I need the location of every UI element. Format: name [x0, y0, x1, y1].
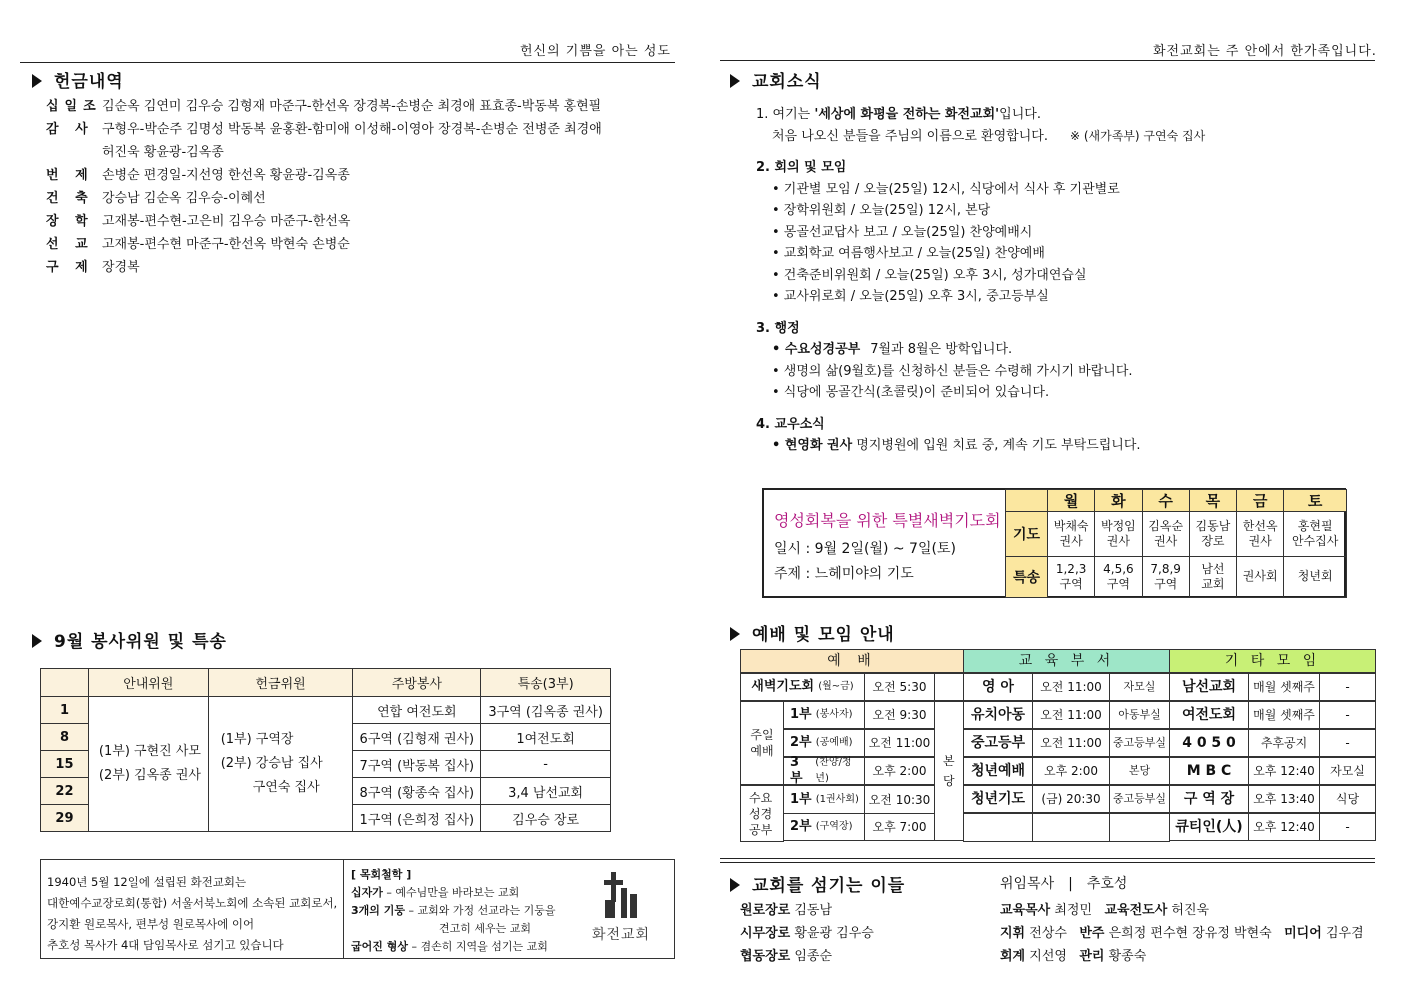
schedule-cell [1109, 813, 1170, 842]
offering-row: 허진욱 황윤광-김옥종 [102, 145, 224, 160]
schedule-cell: 오전 11:00 [1032, 729, 1110, 757]
staff-row: 교육목사 최정민 교육전도사 허진욱 [1000, 903, 1210, 918]
schedule-cell [1032, 813, 1110, 842]
schedule-cell: 오전 10:30 [864, 785, 935, 814]
schedule-cell: 오후 2:00 [1032, 757, 1110, 785]
staff-list [1000, 899, 1364, 968]
schedule-cell: - [1319, 673, 1376, 701]
day-header: 목 [1189, 490, 1236, 512]
volunteers-table [40, 668, 611, 832]
kitchen-cell: 연합 여전도회 [353, 697, 481, 724]
offering-row: 번 제 손병순 편경일-지선영 한선옥 황윤광-김옥종 [46, 168, 350, 183]
triangle-bullet-icon [730, 627, 740, 641]
news-item: • 장학위원회 / 오늘(25일) 12시, 본당 [772, 203, 991, 218]
col-header-kitchen: 주방봉사 [353, 669, 481, 697]
divider [720, 858, 1375, 859]
schedule-cell: 자모실 [1319, 757, 1376, 785]
schedule-cell: - [1319, 729, 1376, 757]
schedule-cell: 오전 9:30 [864, 701, 935, 729]
schedule-cell: 3부 (찬양/청년) [783, 757, 865, 785]
offering-row: 십일조 김순옥 김연미 김우승 김형재 마준구-한선옥 장경복-손병순 최경애 표효종-박동복 홍현필 [46, 99, 602, 114]
elders-list: 원로장로 김동남 시무장로 황윤광 김우승 협동장로 임종순 [740, 903, 874, 964]
wednesday-label: 수요 성경 공부 [740, 785, 784, 842]
schedule-cell: 오후 12:40 [1248, 757, 1320, 785]
special-prayer-box [762, 488, 1346, 598]
schedule-cell: 2부 (구역장) [783, 813, 865, 841]
schedule-cell: 추후공지 [1248, 729, 1320, 757]
triangle-bullet-icon [32, 634, 42, 648]
header-worship: 예 배 [740, 649, 964, 673]
special-cell: 남선 교회 [1189, 556, 1236, 597]
pastoral-philosophy: [ 목회철학 ] 십자가 – 예수님만을 바라보는 교회 3개의 기둥 – 교회와 가정 선교라는 기둥을 견고히 세우는 교회 굽어진 형상 – 겸손히 지역을 섬기는 교회 [351, 868, 556, 953]
news-list: 1. 여기는 '세상에 화평을 전하는 화전교회'입니다. 처음 나오신 분들을 주님의 이름으로 환영합니다. ※ (새가족부) 구연숙 집사 2. 회의 및 모임 • 기관별 모임 / 오늘(25일) 12시, 식당에서 식사 후 기관별로 • 장학위원회 / 오늘(25일) 12시, 본당 • 몽골선교답사 보고 / 오늘(25일) 찬양예배시 • 교회학교 여름행사보고 / 오늘(25일) 찬양예배 • 건축준비위원회 / 오늘(25일) 오후 3시, 성가대연습실 • 교사위로회 / 오늘(25일) 오후 3시, 중고등부실 3. 행정 • 수요성경공부 7월과 8월은 방학입니다. • 생명의 삶(9월호)를 신청하신 분들은 수령해 가시기 바랍니다. • 식당에 몽골간식(초콜릿)이 준비되어 있습니다. 4. 교우소식 • 현영화 권사 명지병원에 입원 치료 중, 계속 기도 부탁드립니다. [756, 104, 1376, 457]
etc-name: 구 역 장 [1169, 785, 1249, 813]
left-page-header: 헌신의 기쁨을 아는 성도 [520, 44, 671, 59]
news-item: • 교사위로회 / 오늘(25일) 오후 3시, 중고등부실 [772, 289, 1049, 304]
col-header-guide: 안내위원 [88, 669, 208, 697]
day-header: 수 [1142, 490, 1189, 512]
schedule-cell: 중고등부실 [1109, 785, 1170, 813]
edu-name: 청년기도 [963, 785, 1033, 813]
etc-name: 큐티인(人) [1169, 813, 1249, 841]
pray-cell: 김동남 장로 [1189, 512, 1236, 556]
date-cell: 15 [41, 751, 89, 778]
offering-list [46, 95, 666, 279]
schedule-cell: - [1319, 813, 1376, 841]
divider [720, 60, 1375, 61]
offering-cell: (1부) 구역장 (2부) 강승남 집사 구연숙 집사 [208, 697, 353, 832]
schedule-cell: 오전 5:30 [864, 673, 935, 701]
schedule-cell: 1부 (봉사자) [783, 701, 865, 729]
divider [20, 62, 675, 63]
edu-name: 중고등부 [963, 729, 1033, 757]
pray-cell: 박정임 권사 [1095, 512, 1142, 556]
schedule-cell: 오후 12:40 [1248, 813, 1320, 841]
church-history: 1940년 5월 12일에 설립된 화전교회는 대한예수교장로회(통합) 서울서북노회에 소속된 교회로서, 강지환 원로목사, 편부성 원로목사에 이어 추호성 목사가 4대 담임목사로 섬기고 있습니다 [47, 875, 338, 952]
news-item: • 생명의 삶(9월호)를 신청하신 분들은 수령해 가시기 바랍니다. [772, 363, 1133, 379]
date-cell: 8 [41, 724, 89, 751]
schedule-cell [934, 673, 964, 701]
prayer-date: 일시 : 9월 2일(월) ~ 7일(토) [774, 541, 956, 557]
schedule-cell: 중고등부실 [1109, 729, 1170, 757]
header-education: 교 육 부 서 [963, 649, 1170, 673]
schedule-cell: - [1319, 701, 1376, 729]
date-cell: 1 [41, 697, 89, 724]
special-cell: 1,2,3 구역 [1048, 556, 1095, 597]
pray-cell: 홍현필 안수집사 [1284, 512, 1347, 556]
header-etc: 기 타 모 임 [1169, 649, 1376, 673]
triangle-bullet-icon [730, 878, 740, 892]
date-cell: 29 [41, 805, 89, 832]
kitchen-cell: 8구역 (황종숙 집사) [353, 778, 481, 805]
church-logo: 화전교회 [581, 870, 661, 950]
etc-name: 남선교회 [1169, 673, 1249, 701]
volunteers-section-title: 9월 봉사위원 및 특송 [32, 627, 227, 652]
day-header: 금 [1237, 490, 1284, 512]
special-cell: 7,8,9 구역 [1142, 556, 1189, 597]
worship-schedule [740, 649, 1376, 842]
special-cell: - [481, 751, 611, 778]
schedule-cell: 오후 13:40 [1248, 785, 1320, 813]
guide-cell: (1부) 구현진 사모 (2부) 김옥종 권사 [88, 697, 208, 832]
pray-cell: 한선옥 권사 [1237, 512, 1284, 556]
prayer-title: 영성회복을 위한 특별새벽기도회 [774, 511, 1001, 530]
pray-cell: 김옥순 권사 [1142, 512, 1189, 556]
day-header: 토 [1284, 490, 1347, 512]
schedule-cell: 오후 2:00 [864, 757, 935, 785]
special-cell: 청년회 [1284, 556, 1347, 597]
kitchen-cell: 1구역 (은희정 집사) [353, 805, 481, 832]
pray-label: 기도 [1006, 512, 1048, 556]
edu-name: 유치아동 [963, 701, 1033, 729]
church-info-box [40, 859, 675, 959]
schedule-cell: 2부 (공예배) [783, 729, 865, 757]
schedule-cell: 식당 [1319, 785, 1376, 813]
kitchen-cell: 7구역 (박동복 집사) [353, 751, 481, 778]
schedule-cell: 오후 7:00 [864, 813, 935, 841]
schedule-cell: (금) 20:30 [1032, 785, 1110, 813]
col-header-special: 특송(3부) [481, 669, 611, 697]
news-item: • 기관별 모임 / 오늘(25일) 12시, 식당에서 식사 후 기관별로 [772, 181, 1120, 197]
schedule-cell: 오전 11:00 [864, 729, 935, 757]
day-header: 화 [1095, 490, 1142, 512]
special-cell: 권사회 [1237, 556, 1284, 597]
place-label: 본 당 [934, 701, 964, 841]
edu-name: 영 아 [963, 673, 1033, 701]
special-cell: 4,5,6 구역 [1095, 556, 1142, 597]
worship-section-title: 예배 및 모임 안내 [730, 620, 895, 645]
offering-row: 감 사 구형우-박순주 김명성 박동복 윤홍환-함미애 이성해-이영아 장경복-손병순 전병준 최경애 [46, 122, 602, 137]
special-cell: 1여전도회 [481, 724, 611, 751]
prayer-schedule-table [1005, 489, 1347, 598]
right-page-header: 화전교회는 주 안에서 한가족입니다. [1153, 44, 1377, 59]
news-section-title: 교회소식 [730, 67, 822, 92]
etc-name: 여전도회 [1169, 701, 1249, 729]
offering-section-title: 헌금내역 [32, 67, 124, 92]
sunday-label: 주일 예배 [740, 701, 784, 785]
special-cell: 3,4 남선교회 [481, 778, 611, 805]
date-cell: 22 [41, 778, 89, 805]
etc-name: 4 0 5 0 [1169, 729, 1249, 757]
news-item: • 몽골선교답사 보고 / 오늘(25일) 찬양예배시 [772, 224, 1033, 240]
divider [343, 860, 344, 958]
special-cell: 3구역 (김옥종 권사) [481, 697, 611, 724]
pray-cell: 박채숙 권사 [1048, 512, 1095, 556]
day-header: 월 [1048, 490, 1095, 512]
schedule-cell: 1부 (1권사회) [783, 785, 865, 814]
church-logo-icon [599, 870, 643, 920]
schedule-cell: 오전 11:00 [1032, 673, 1110, 701]
offering-row: 구 제 장경복 [46, 260, 140, 275]
divider [720, 862, 1375, 863]
schedule-cell: 오전 11:00 [1032, 701, 1110, 729]
schedule-cell: 아동부실 [1109, 701, 1170, 729]
col-header-offering: 헌금위원 [208, 669, 353, 697]
news-item: • 건축준비위원회 / 오늘(25일) 오후 3시, 성가대연습실 [772, 267, 1087, 283]
servants-section-title: 교회를 섬기는 이들 [730, 871, 905, 896]
schedule-cell: 자모실 [1109, 673, 1170, 701]
special-cell: 김우승 장로 [481, 805, 611, 832]
news-item: • 교회학교 여름행사보고 / 오늘(25일) 찬양예배 [772, 246, 1045, 261]
staff-row: 회계 지선영 관리 황종숙 [1000, 949, 1147, 964]
etc-name: M B C [1169, 757, 1249, 785]
offering-row: 건 축 강승남 김순옥 김우승-이혜선 [46, 191, 266, 206]
prayer-theme: 주제 : 느헤미야의 기도 [774, 566, 914, 582]
schedule-cell [963, 813, 1033, 842]
edu-name: 청년예배 [963, 757, 1033, 785]
dawn-cell: 새벽기도회 (월~금) [740, 673, 865, 701]
senior-pastor: 위임목사 | 추호성 [1000, 876, 1128, 892]
schedule-cell: 매월 셋째주 [1248, 701, 1320, 729]
staff-row: 지휘 전상수 반주 은희정 편수현 장유정 박현숙 미디어 김우겸 [1000, 926, 1364, 941]
triangle-bullet-icon [730, 74, 740, 88]
kitchen-cell: 6구역 (김형재 권사) [353, 724, 481, 751]
special-label: 특송 [1006, 556, 1048, 597]
offering-row: 장 학 고재봉-편수현-고은비 김우승 마준구-한선옥 [46, 214, 351, 229]
schedule-cell: 본당 [1109, 757, 1170, 785]
offering-row: 선 교 고재봉-편수현 마준구-한선옥 박현숙 손병순 [46, 237, 350, 252]
triangle-bullet-icon [32, 74, 42, 88]
news-item: • 식당에 몽골간식(초콜릿)이 준비되어 있습니다. [772, 385, 1050, 400]
schedule-cell: 매월 셋째주 [1248, 673, 1320, 701]
